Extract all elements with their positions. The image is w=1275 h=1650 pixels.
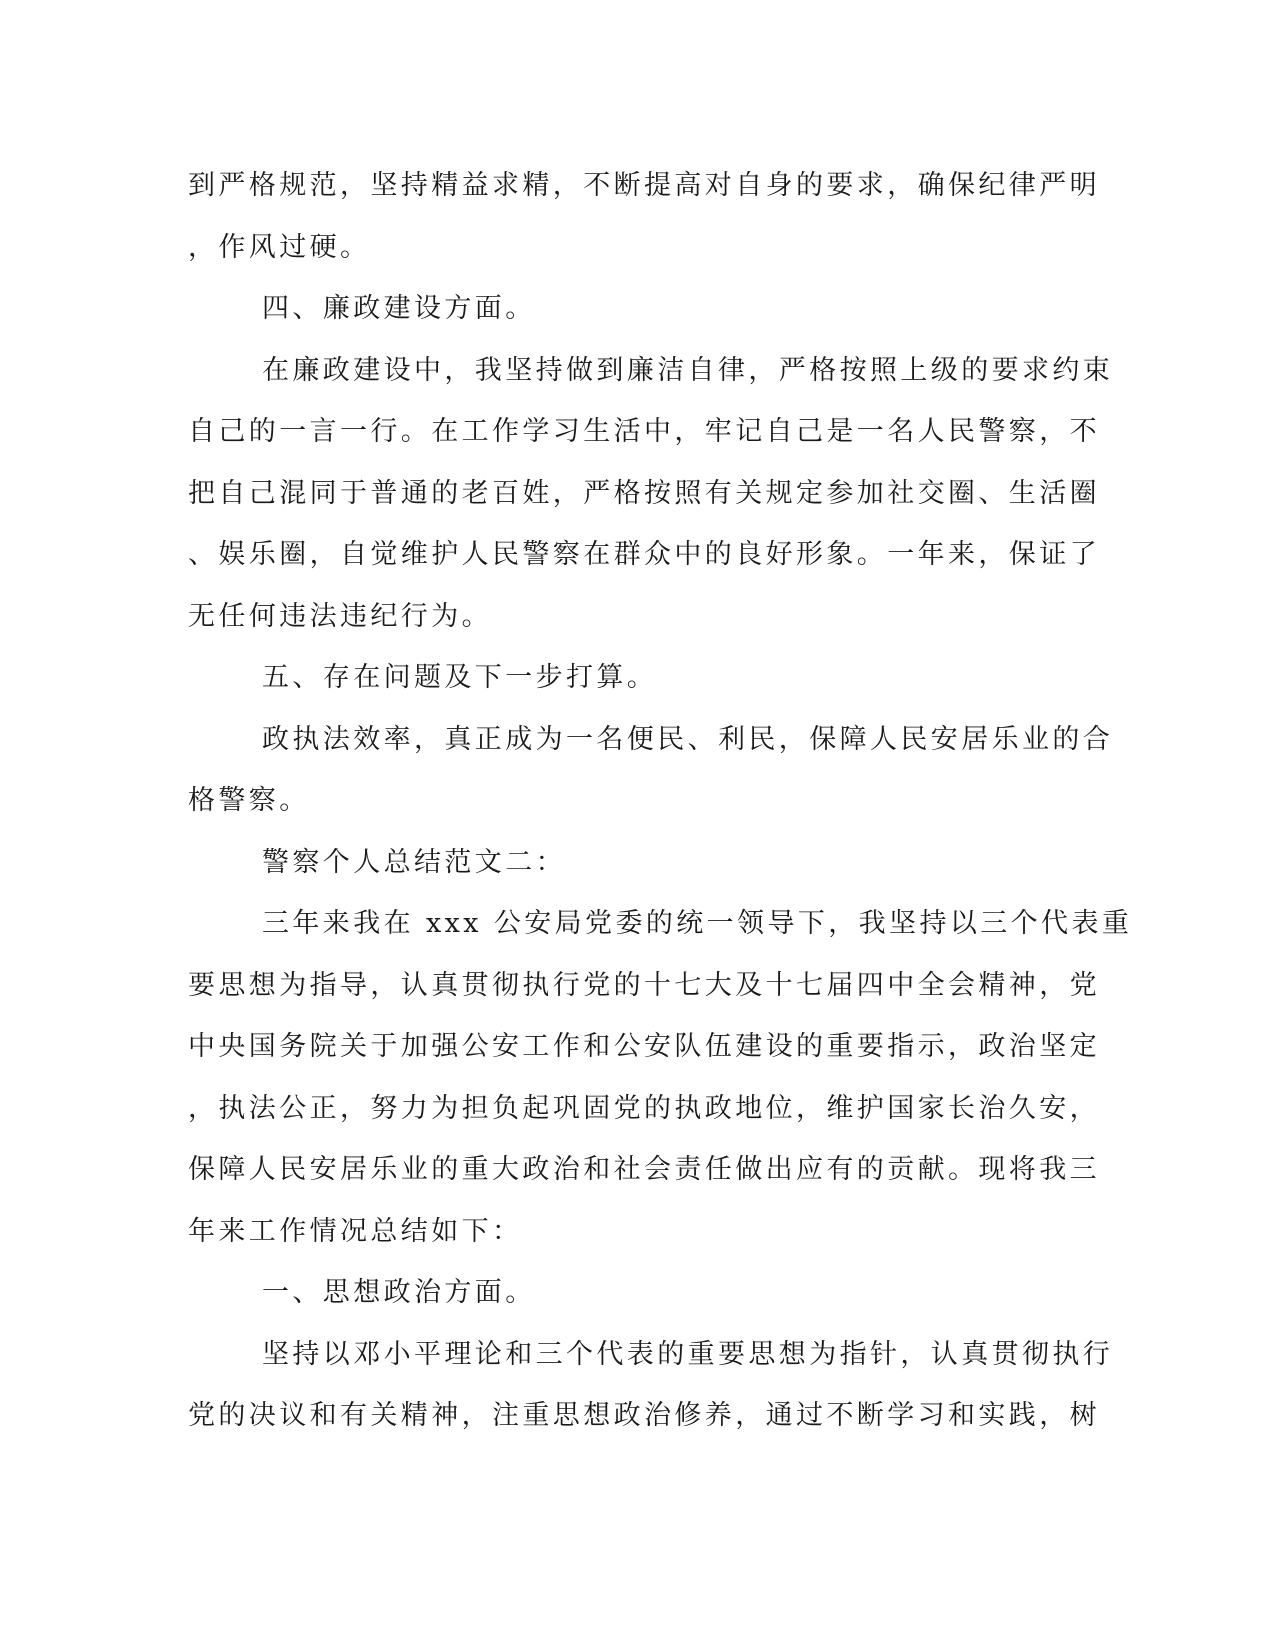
- text-line: 年来工作情况总结如下：: [188, 1215, 523, 1247]
- text-line: 政执法效率，真正成为一名便民、利民，保障人民安居乐业的合: [262, 723, 1114, 755]
- text-line: ，执法公正，努力为担负起巩固党的执政地位，维护国家长治久安，: [188, 1092, 1100, 1124]
- text-line: 保障人民安居乐业的重大政治和社会责任做出应有的贡献。现将我三: [188, 1154, 1100, 1185]
- text-line: 三年来我在 xxx 公安局党委的统一领导下，我坚持以三个代表重: [262, 908, 1133, 939]
- text-line: 要思想为指导，认真贯彻执行党的十七大及十七届四中全会精神，党: [188, 969, 1100, 1001]
- text-line: 坚持以邓小平理论和三个代表的重要思想为指针，认真贯彻执行: [262, 1338, 1114, 1370]
- text-line: 自己的一言一行。在工作学习生活中，牢记自己是一名人民警察，不: [188, 416, 1100, 447]
- section-heading: 警察个人总结范文二：: [262, 846, 566, 878]
- document-body: [188, 166, 1133, 1458]
- text-line: 把自己混同于普通的老百姓，严格按照有关规定参加社交圈、生活圈: [188, 477, 1100, 509]
- text-line: 中央国务院关于加强公安工作和公安队伍建设的重要指示，政治坚定: [188, 1031, 1100, 1062]
- section-heading: 五、存在问题及下一步打算。: [262, 662, 658, 693]
- text-line: 党的决议和有关精神，注重思想政治修养，通过不断学习和实践，树: [188, 1400, 1100, 1431]
- text-line: 、娱乐圈，自觉维护人民警察在群众中的良好形象。一年来，保证了: [188, 539, 1100, 570]
- text-line: 无任何违法违纪行为。: [188, 600, 492, 632]
- text-line: 在廉政建设中，我坚持做到廉洁自律，严格按照上级的要求约束: [262, 354, 1114, 386]
- text-line: ，作风过硬。: [188, 231, 371, 263]
- text-line: 格警察。: [188, 785, 310, 816]
- section-heading: 一、思想政治方面。: [262, 1277, 536, 1308]
- section-heading: 四、廉政建设方面。: [262, 293, 536, 324]
- text-line: 到严格规范，坚持精益求精，不断提高对自身的要求，确保纪律严明: [188, 170, 1100, 201]
